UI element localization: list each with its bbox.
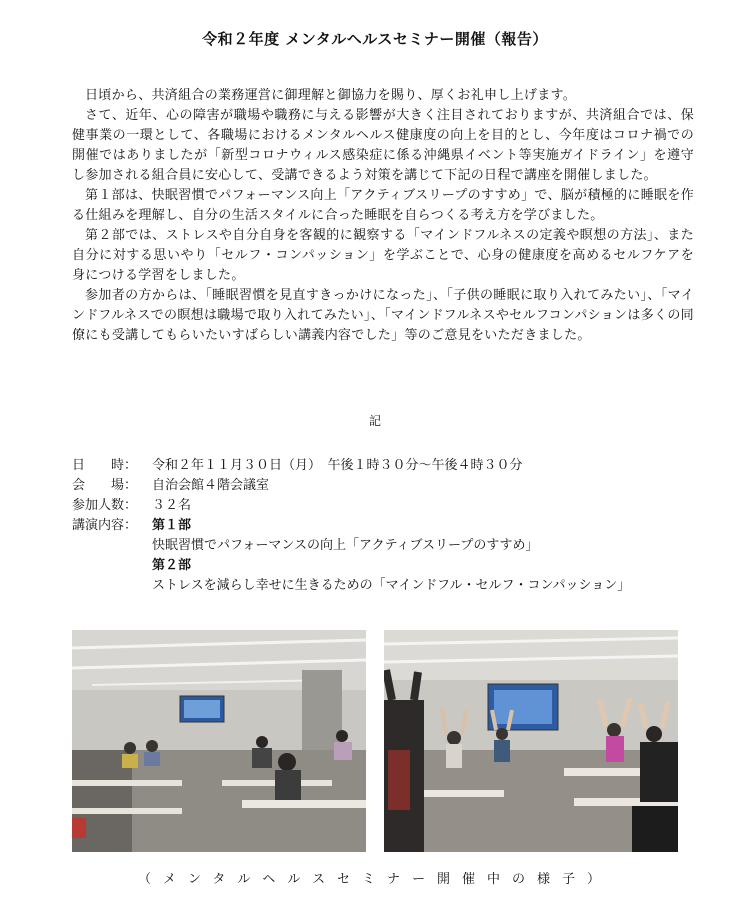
seminar-photo-right — [384, 630, 678, 852]
venue-value: 自治会館４階会議室 — [152, 478, 270, 493]
participants-value: ３２名 — [152, 498, 192, 513]
part2-heading: 第２部 — [152, 558, 192, 573]
paragraph-feedback: 参加者の方からは、「睡眠習慣を見直すきっかけになった」、「子供の睡眠に取り入れてみたい」、「マインドフルネスでの瞑想は職場で取り入れてみたい」、「マインドフルネスやセルフコンパションは多くの同僚にも受講してもらいたいすばらしい講義内容でした」等のご意見をいただきました。 — [72, 288, 694, 343]
part2-text: ストレスを減らし幸せに生きるための「マインドフル・セルフ・コンパッション」 — [152, 578, 631, 593]
venue-label: 会 場： — [72, 478, 138, 493]
paragraph-greeting: 日頃から、共済組合の業務運営に御理解と御協力を賜り、厚くお礼申し上げます。 — [85, 88, 577, 103]
content-label: 講演内容： — [72, 518, 138, 533]
paragraph-overview: さて、近年、心の障害が職場や職務に与える影響が大きく注目されておりますが、共済組合では、保健事業の一環として、各職場におけるメンタルヘルス健康度の向上を目的とし、今年度はコロナ禍での開催ではありましたが「新型コロナウィルス感染症に係る沖縄県イベント等実施ガイドライン」を遵守し参加される組合員に安心して、受講できるよう対策を講じて下記の日程で講座を開催しました。 — [72, 108, 694, 183]
seminar-photo-left-image — [72, 630, 366, 852]
seminar-photo-left — [72, 630, 366, 852]
seminar-photo-right-image — [384, 630, 678, 852]
part1-heading: 第１部 — [152, 518, 192, 533]
date-value: 令和２年１１月３０日（月） 午後１時３０分～午後４時３０分 — [152, 458, 523, 473]
page-title: 令和２年度 メンタルヘルスセミナー開催（報告） — [202, 30, 548, 48]
date-label: 日 時： — [72, 458, 138, 473]
ki-heading: 記 — [368, 414, 381, 428]
paragraph-part1: 第１部は、快眠習慣でパフォーマンス向上「アクティブスリープのすすめ」で、脳が積極的に睡眠を作る仕組みを理解し、自分の生活スタイルに合った睡眠を自らつくる考え方を学びました。 — [72, 188, 694, 223]
paragraph-part2: 第２部では、ストレスや自分自身を客観的に観察する「マインドフルネスの定義や瞑想の方法」、また自分に対する思いやり「セルフ・コンパッション」を学ぶことで、心身の健康度を高めるセルフケアを身につける学習をしました。 — [72, 228, 694, 283]
participants-row — [72, 496, 712, 516]
photo-caption: （メンタルヘルスセミナー開催中の様子） — [137, 872, 613, 887]
event-details — [72, 456, 712, 596]
report-body — [72, 86, 694, 346]
date-row — [72, 456, 712, 476]
participants-label: 参加人数： — [72, 498, 138, 513]
part1-text: 快眠習慣でパフォーマンスの向上「アクティブスリープのすすめ」 — [152, 538, 539, 553]
content-row — [72, 516, 712, 536]
venue-row — [72, 476, 712, 496]
